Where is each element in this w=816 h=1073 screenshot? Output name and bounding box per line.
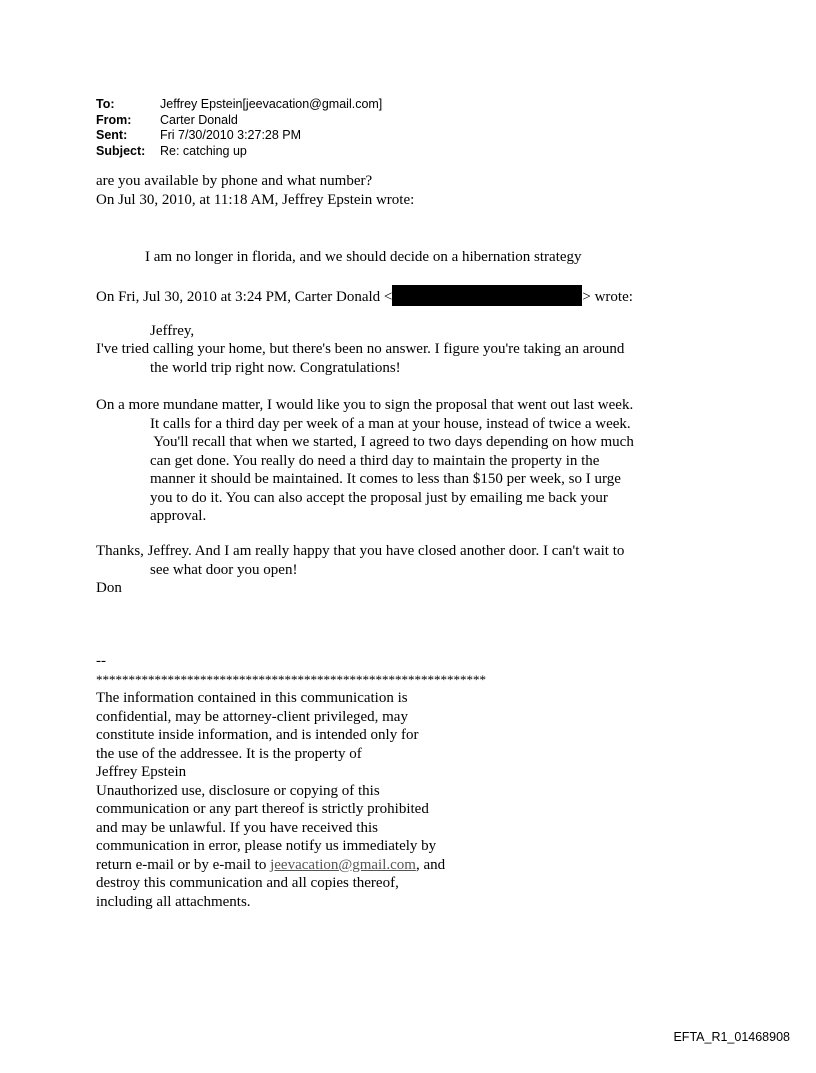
paragraph-1: [96, 340, 624, 377]
paragraph-line: On a more mundane matter, I would like you to sign the proposal that went out last week.: [96, 397, 634, 413]
attribution-suffix: > wrote:: [582, 289, 633, 305]
disclaimer-line: the use of the addressee. It is the property of: [96, 745, 362, 762]
disclaimer-line: constitute inside information, and is intended only for: [96, 727, 419, 743]
sent-row: [96, 128, 382, 144]
paragraph-line: see what door you open!: [150, 561, 298, 578]
paragraph-line: You'll recall that when we started, I agreed to two days depending on how much: [150, 434, 634, 450]
subject-value: Re: catching up: [160, 143, 247, 158]
from-label: From:: [96, 112, 132, 127]
to-label: To:: [96, 97, 115, 111]
paragraph-line: approval.: [150, 508, 207, 524]
disclaimer-line: confidential, may be attorney-client privileged, may: [96, 708, 408, 725]
disclaimer-line: communication in error, please notify us immediately by: [96, 838, 437, 854]
paragraph-line: I've tried calling your home, but there's been no answer. I figure you're taking an around: [96, 341, 625, 357]
disclaimer-line: including all attachments.: [96, 893, 251, 910]
email-header: [96, 97, 382, 159]
redaction-bar: [392, 285, 582, 306]
subject-row: [96, 144, 382, 160]
to-value: Jeffrey Epstein[jeevacation@gmail.com]: [160, 97, 383, 111]
sent-label: Sent:: [96, 128, 128, 142]
attribution-prefix: On Fri, Jul 30, 2010 at 3:24 PM, Carter Donald <: [96, 289, 393, 305]
nested-attribution: [96, 285, 633, 307]
disclaimer-line: Jeffrey Epstein: [96, 764, 187, 780]
to-row: [96, 97, 382, 113]
reply-line: are you available by phone and what number?: [96, 173, 373, 189]
separator-stars: ************************************************************: [96, 671, 486, 687]
document-id: EFTA_R1_01468908: [673, 1030, 790, 1044]
signoff: Don: [96, 580, 122, 596]
paragraph-line: It calls for a third day per week of a man at your house, instead of twice a week.: [150, 415, 631, 432]
return-prefix: return e-mail or by e-mail to: [96, 856, 271, 873]
paragraph-line: Thanks, Jeffrey. And I am really happy that you have closed another door. I can't wait to: [96, 543, 625, 559]
disclaimer-line: communication or any part thereof is strictly prohibited: [96, 801, 429, 817]
email-link[interactable]: jeevacation@gmail.com: [270, 856, 416, 873]
quote-attribution: On Jul 30, 2010, at 11:18 AM, Jeffrey Epstein wrote:: [96, 191, 415, 208]
disclaimer-line: The information contained in this communication is: [96, 690, 408, 706]
return-suffix: , and: [415, 856, 446, 873]
paragraph-3: [96, 542, 624, 598]
disclaimer-line: Unauthorized use, disclosure or copying of this: [96, 782, 380, 799]
sent-value: Fri 7/30/2010 3:27:28 PM: [160, 128, 302, 142]
subject-label: Subject:: [96, 143, 146, 158]
paragraph-line: manner it should be maintained. It comes to less than $150 per week, so I urge: [150, 471, 621, 487]
disclaimer-line: [96, 856, 486, 875]
greeting: Jeffrey,: [150, 323, 195, 339]
paragraph-2: [96, 396, 634, 526]
from-row: [96, 113, 382, 129]
paragraph-line: you to do it. You can also accept the proposal just by emailing me back your: [150, 489, 608, 506]
disclaimer-line: and may be unlawful. If you have received this: [96, 819, 378, 836]
separator-dashes: --: [96, 653, 106, 669]
from-value: Carter Donald: [160, 112, 238, 127]
disclaimer-line: destroy this communication and all copies thereof,: [96, 875, 399, 891]
paragraph-line: the world trip right now. Congratulations!: [150, 359, 401, 376]
paragraph-line: can get done. You really do need a third day to maintain the property in the: [150, 452, 600, 469]
disclaimer: [96, 652, 486, 911]
quoted-message: I am no longer in florida, and we should decide on a hibernation strategy: [145, 249, 582, 265]
reply-text: [96, 172, 414, 209]
